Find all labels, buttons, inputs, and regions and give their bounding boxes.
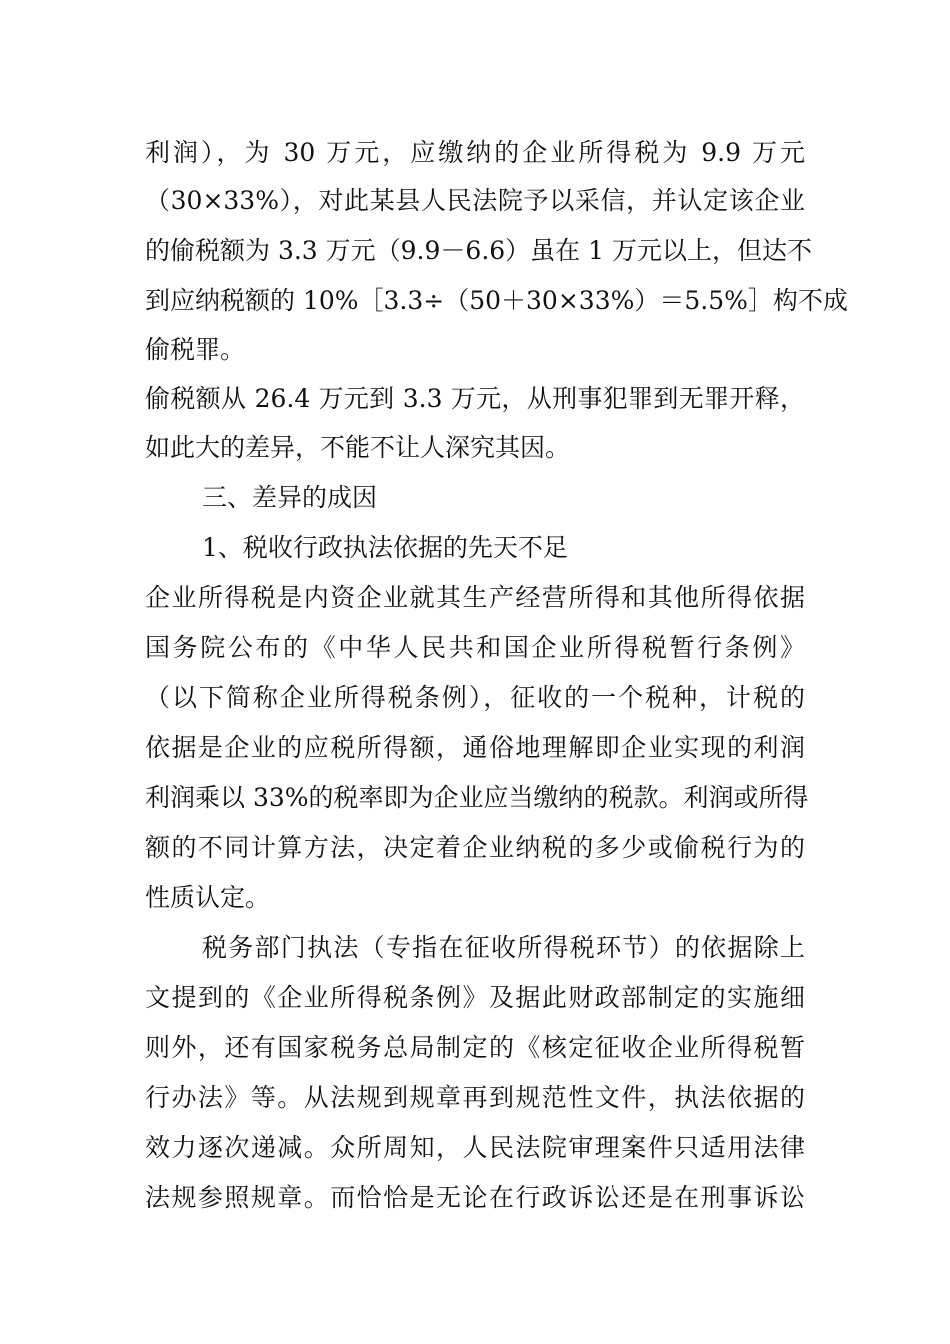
paragraph-1-line-2: （30×33%），对此某县人民法院予以采信，并认定该企业 [145, 186, 805, 215]
paragraph-4-line-2: 文提到的《企业所得税条例》及据此财政部制定的实施细 [145, 983, 805, 1012]
paragraph-2-line-2: 如此大的差异，不能不让人深究其因。 [145, 433, 571, 462]
paragraph-1-line-3: 的偷税额为 3.3 万元（9.9－6.6）虽在 1 万元以上，但达不 [145, 236, 812, 265]
paragraph-3-line-4: 依据是企业的应税所得额，通俗地理解即企业实现的利润 [145, 733, 805, 762]
section-heading: 三、差异的成因 [202, 483, 378, 512]
paragraph-2-line-1: 偷税额从 26.4 万元到 3.3 万元，从刑事犯罪到无罪开释， [145, 384, 805, 413]
paragraph-1-line-4: 到应纳税额的 10%［3.3÷（50＋30×33%）＝5.5%］构不成 [145, 286, 848, 315]
paragraph-4-line-3: 则外，还有国家税务总局制定的《核定征收企业所得税暂 [145, 1033, 805, 1062]
paragraph-3-line-5: 利润乘以 33%的税率即为企业应当缴纳的税款。利润或所得 [145, 783, 809, 812]
paragraph-1-line-1: 利润），为 30 万元，应缴纳的企业所得税为 9.9 万元 [145, 138, 805, 167]
paragraph-4-line-4: 行办法》等。从法规到规章再到规范性文件，执法依据的 [145, 1083, 805, 1112]
paragraph-3-line-6: 额的不同计算方法，决定着企业纳税的多少或偷税行为的 [145, 833, 805, 862]
paragraph-3-line-3: （以下简称企业所得税条例），征收的一个税种，计税的 [145, 683, 805, 712]
paragraph-4-line-5: 效力逐次递减。众所周知，人民法院审理案件只适用法律 [145, 1133, 805, 1162]
paragraph-3-line-7: 性质认定。 [145, 883, 271, 912]
paragraph-4-line-1: 税务部门执法（专指在征收所得税环节）的依据除上 [202, 933, 805, 962]
paragraph-4-line-6: 法规参照规章。而恰恰是无论在行政诉讼还是在刑事诉讼 [145, 1183, 805, 1212]
paragraph-3-line-1: 企业所得税是内资企业就其生产经营所得和其他所得依据 [145, 583, 805, 612]
subsection-heading: 1、税收行政执法依据的先天不足 [202, 533, 568, 562]
paragraph-3-line-2: 国务院公布的《中华人民共和国企业所得税暂行条例》 [145, 633, 805, 662]
paragraph-1-line-5: 偷税罪。 [145, 335, 246, 364]
